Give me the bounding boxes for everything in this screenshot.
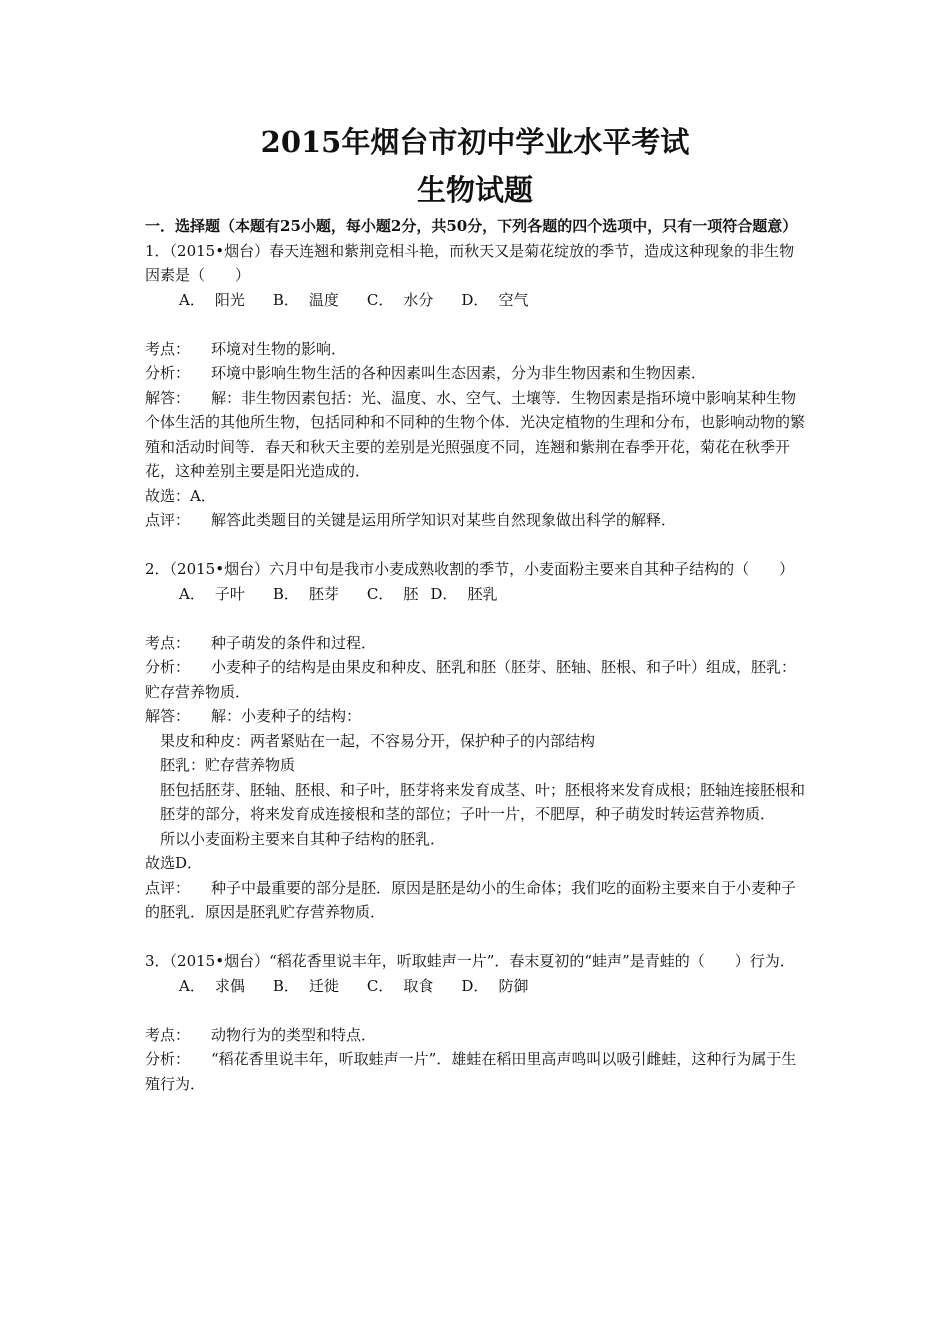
option-b[interactable]: B． 迁徙 [272, 976, 339, 995]
kaodian-text: 环境对生物的影响． [211, 339, 347, 358]
jieda-detail-line: 胚乳：贮存营养物质 [160, 756, 296, 774]
question-options [145, 974, 809, 999]
document-body [145, 214, 809, 1096]
option-d[interactable]: D． 胚乳 [430, 584, 498, 603]
spacer [145, 925, 809, 950]
question-stem: 1．（2015•烟台）春天连翘和紫荆竞相斗艳，而秋天又是菊花绽放的季节，造成这种现象的非生物因素是（ ） [145, 241, 795, 284]
fenxi-label: 分析： [145, 1050, 191, 1068]
answer-line: 故选：A． [145, 486, 216, 505]
fenxi-text: “稻花香里说丰年，听取蛙声一片”．雄蛙在稻田里高声鸣叫以吸引雌蛙，这种行为属于生殖行为． [145, 1050, 797, 1093]
fenxi-label: 分析： [145, 658, 191, 676]
kaodian-text: 动物行为的类型和特点． [211, 1025, 377, 1044]
kaodian-label: 考点： [145, 633, 191, 652]
jieda-detail-line: 所以小麦面粉主要来自其种子结构的胚乳． [160, 829, 446, 848]
option-c[interactable]: C． 水分 [366, 290, 434, 309]
kaodian-text: 种子萌发的条件和过程． [211, 633, 377, 652]
jieda-line [145, 386, 809, 484]
fenxi-text: 环境中影响生物生活的各种因素叫生态因素，分为非生物因素和生物因素． [211, 364, 707, 382]
kaodian-line [145, 1023, 809, 1048]
jieda-label: 解答： [145, 388, 191, 407]
jieda-line [145, 704, 809, 729]
jieda-detail-line: 胚包括胚芽、胚轴、胚根、和子叶，胚芽将来发育成茎、叶；胚根将来发育成根；胚轴连接胚根和胚芽的部分，将来发育成连接根和茎的部位；子叶一片，不肥厚，种子萌发时转运营养物质． [160, 780, 806, 823]
option-a[interactable]: A． 阳光 [179, 290, 245, 309]
question-2 [145, 557, 809, 925]
spacer [145, 533, 809, 558]
pingping-text: 种子中最重要的部分是胚．原因是胚是幼小的生命体；我们吃的面粉主要来自于小麦种子的胚乳．原因是胚乳贮存营养物质． [145, 878, 797, 921]
fenxi-line [145, 361, 809, 386]
question-options [145, 582, 809, 607]
question-3 [145, 949, 809, 1096]
question-1 [145, 239, 809, 533]
option-a[interactable]: A． 子叶 [179, 584, 245, 603]
spacer [145, 312, 809, 337]
option-b[interactable]: B． 胚芽 [272, 584, 339, 603]
pingping-line [145, 508, 809, 533]
question-options [145, 288, 809, 313]
pingping-label: 点评： [145, 878, 191, 897]
kaodian-label: 考点： [145, 339, 191, 358]
question-stem: 2．（2015•烟台）六月中旬是我市小麦成熟收割的季节，小麦面粉主要来自其种子结构的（ ） [145, 560, 795, 578]
pingping-label: 点评： [145, 511, 191, 529]
option-d[interactable]: D． 防御 [461, 976, 529, 995]
jieda-label: 解答： [145, 707, 191, 725]
exam-title: 2015年烟台市初中学业水平考试 [260, 125, 690, 159]
fenxi-line [145, 1047, 809, 1096]
kaodian-label: 考点： [145, 1025, 191, 1044]
option-a[interactable]: A． 求偶 [179, 976, 245, 995]
jieda-detail-line: 果皮和种皮：两者紧贴在一起，不容易分开，保护种子的内部结构 [160, 731, 596, 750]
jieda-text: 解：小麦种子的结构： [211, 707, 362, 725]
option-d[interactable]: D． 空气 [461, 290, 529, 309]
question-stem: 3．（2015•烟台）“稻花香里说丰年，听取蛙声一片”．春末夏初的“蛙声”是青蛙的（ ）行为． [145, 952, 795, 970]
option-c[interactable]: C． 取食 [366, 976, 434, 995]
fenxi-label: 分析： [145, 364, 191, 382]
jieda-text: 解：非生物因素包括：光、温度、水、空气、土壤等．生物因素是指环境中影响某种生物个体生活的其他所生物，包括同种和不同种的生物个体．光决定植物的生理和分布，也影响动物的繁殖和活动时间等．春天和秋天主要的差别是光照强度不同，连翘和紫荆在春季开花，菊花在秋季开花，这种差别主要是阳光造成的． [145, 388, 806, 480]
spacer [145, 998, 809, 1023]
section-heading: 一．选择题（本题有25小题，每小题2分，共50分，下列各题的四个选项中，只有一项符合题意） [145, 217, 798, 235]
fenxi-text: 小麦种子的结构是由果皮和种皮、胚乳和胚（胚芽、胚轴、胚根、和子叶）组成，胚乳：贮存营养物质． [145, 658, 797, 701]
option-c[interactable]: C． 胚 [366, 584, 419, 603]
pingping-text: 解答此类题目的关键是运用所学知识对某些自然现象做出科学的解释． [211, 511, 677, 529]
fenxi-line [145, 655, 809, 704]
option-b[interactable]: B． 温度 [272, 290, 339, 309]
spacer [145, 606, 809, 631]
exam-subtitle: 生物试题 [416, 173, 533, 207]
kaodian-line [145, 631, 809, 656]
answer-line: 故选D． [145, 854, 203, 872]
kaodian-line [145, 337, 809, 362]
pingping-line [145, 876, 809, 925]
